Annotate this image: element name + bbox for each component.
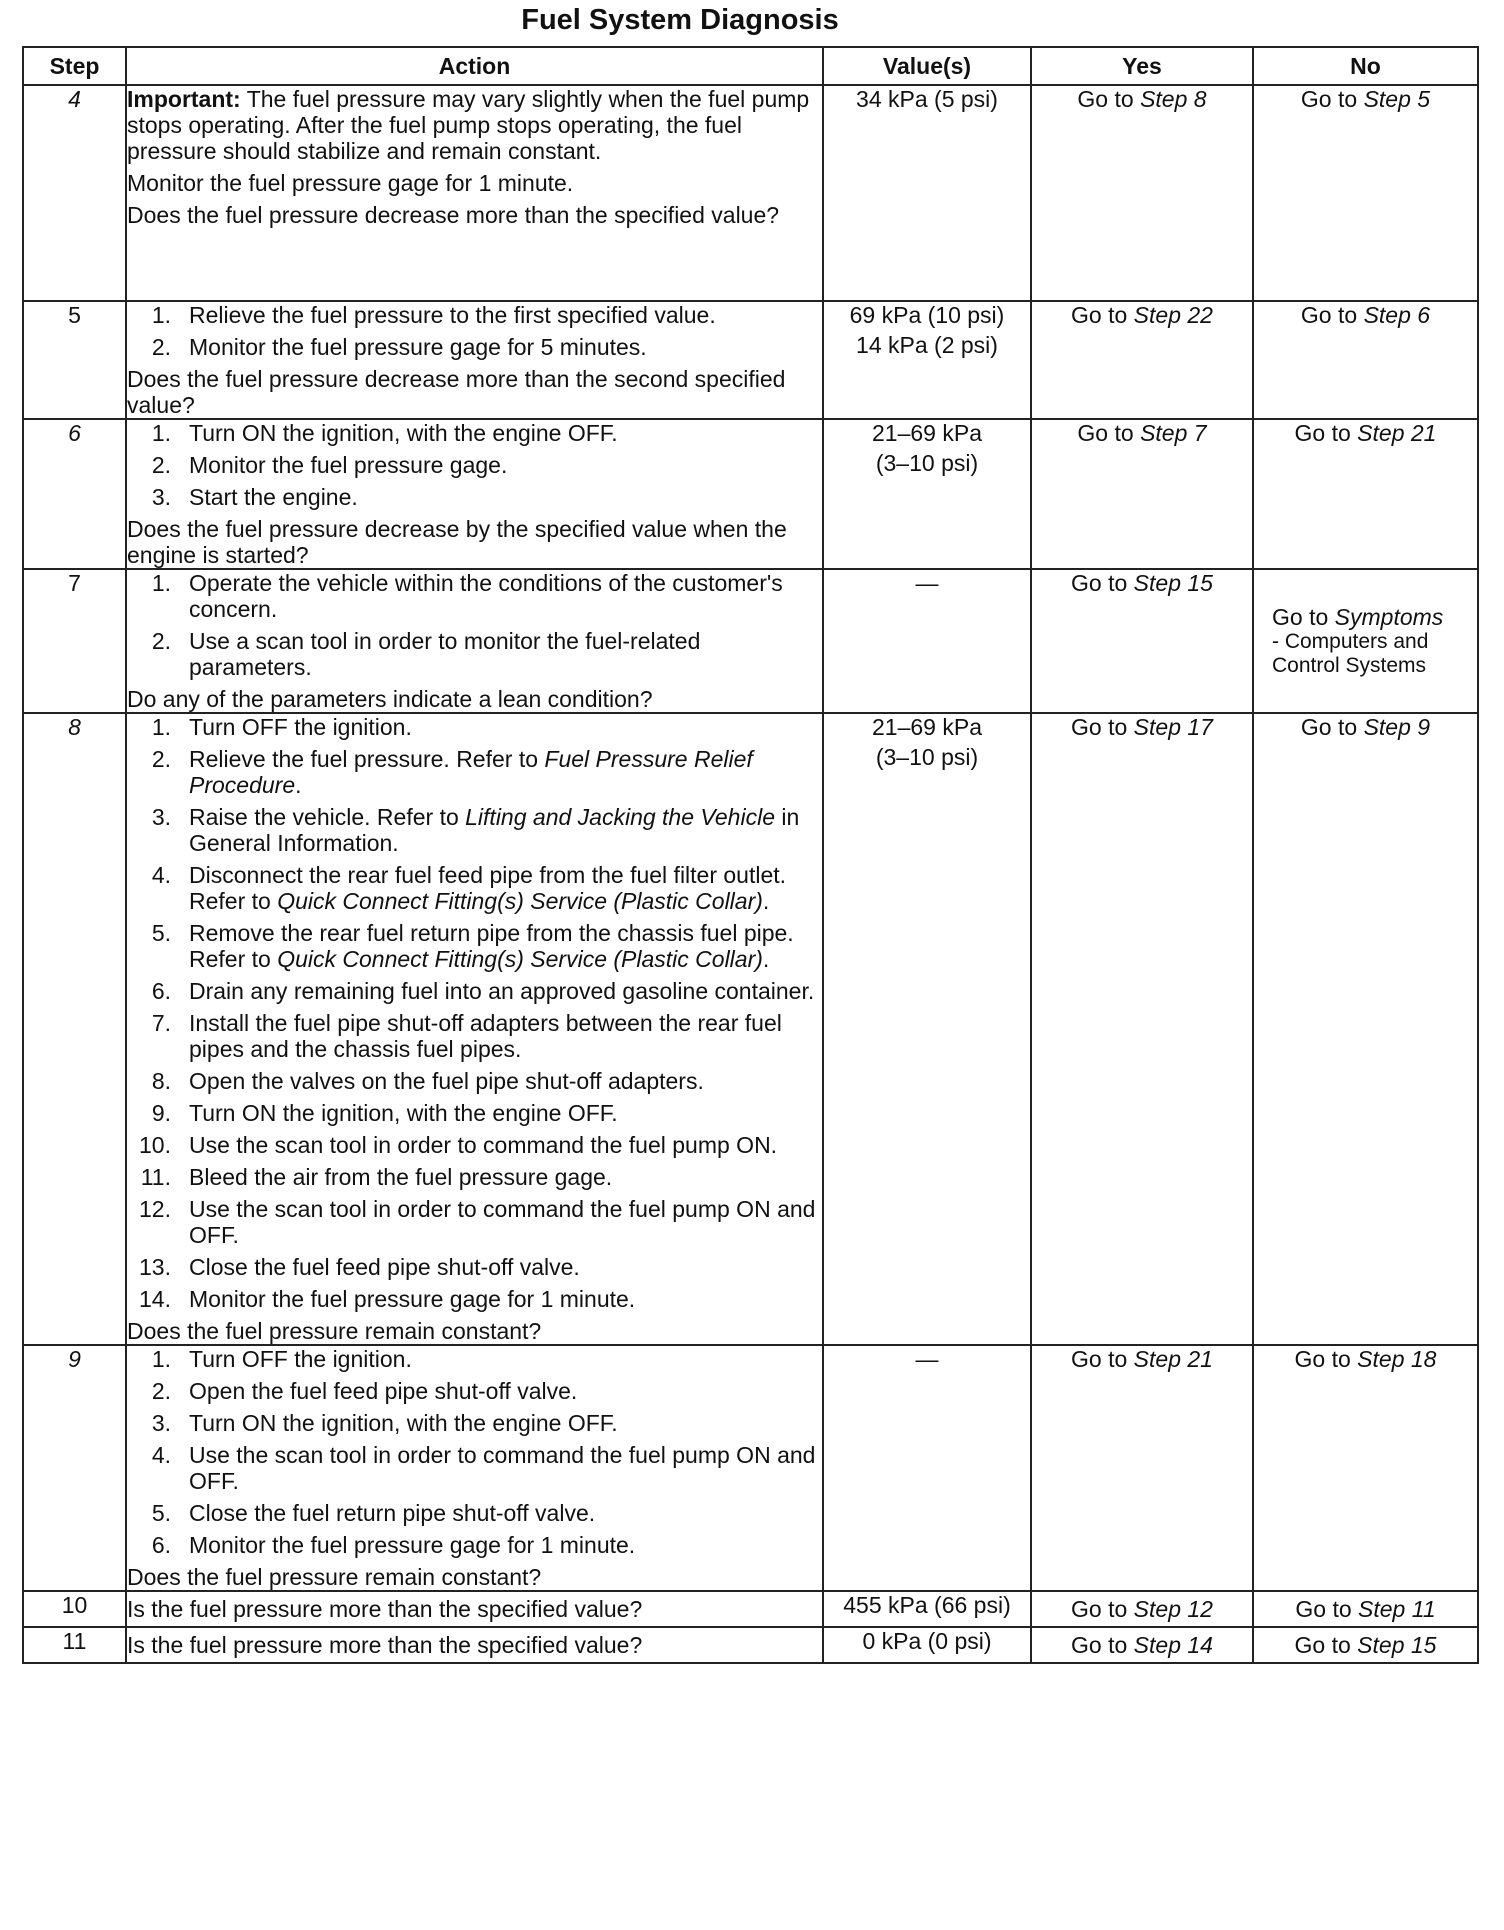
table-row [23, 1627, 1478, 1663]
page-title: Fuel System Diagnosis [521, 4, 839, 36]
question: Does the fuel pressure decrease more than the specified value? [127, 202, 780, 228]
action-cell [126, 713, 823, 1345]
no-target-link[interactable]: Step 11 [1358, 1596, 1436, 1622]
header-step: Step [23, 47, 126, 85]
header-yes: Yes [1031, 47, 1253, 85]
value: 14 kPa (2 psi) [856, 332, 998, 358]
yes-cell [1031, 1345, 1253, 1591]
go-to-label: Go to [1071, 1346, 1128, 1372]
list-item: 9. Turn ON the ignition, with the engine OFF. [151, 1100, 618, 1126]
list-item: 6. Drain any remaining fuel into an approved gasoline container. [151, 978, 815, 1004]
go-to-label: Go to [1071, 714, 1128, 740]
no-cell [1253, 713, 1478, 1345]
list-item: 6. Monitor the fuel pressure gage for 1 minute. [151, 1532, 636, 1558]
go-to-label: Go to [1295, 1596, 1352, 1622]
list-item: 3. Start the engine. [151, 484, 358, 510]
yes-target-link[interactable]: Step 17 [1133, 714, 1213, 740]
question: Is the fuel pressure more than the specified value? [127, 1596, 643, 1622]
yes-target-link[interactable]: Step 7 [1140, 420, 1207, 446]
important-note [127, 86, 822, 164]
list-item: 4. Use the scan tool in order to command the fuel pump ON and OFF. [151, 1442, 816, 1494]
question: Does the fuel pressure remain constant? [127, 1318, 542, 1344]
list-item: 5. Close the fuel return pipe shut-off valve. [151, 1500, 596, 1526]
table-row [23, 419, 1478, 569]
yes-cell [1031, 713, 1253, 1345]
value: 21–69 kPa [872, 714, 982, 740]
step-number: 10 [23, 1591, 126, 1627]
list-item: 2. Relieve the fuel pressure. Refer to Fuel Pressure Relief Procedure. [151, 746, 753, 798]
list-item: 2. Use a scan tool in order to monitor the fuel-related parameters. [151, 628, 701, 680]
reference-link[interactable]: Fuel Pressure Relief Procedure [189, 746, 753, 798]
question: Does the fuel pressure decrease more than the second specified value? [127, 366, 786, 418]
list-item: 13. Close the fuel feed pipe shut-off valve. [139, 1254, 580, 1280]
go-to-label: Go to [1294, 1632, 1351, 1658]
step-number: 6 [23, 419, 126, 569]
yes-target-link[interactable]: Step 15 [1133, 570, 1213, 596]
important-text: The fuel pressure may vary slightly when the fuel pump stops operating. After the fuel pump stops operating, the fuel pressure should stabilize and remain constant. [127, 86, 810, 164]
value: 21–69 kPa [872, 420, 982, 446]
go-to-label: Go to [1300, 714, 1358, 740]
list-item: 2. Open the fuel feed pipe shut-off valve. [151, 1378, 578, 1404]
value-cell [823, 569, 1031, 713]
go-to-label: Go to [1071, 302, 1128, 328]
go-to-label: Go to [1294, 420, 1351, 446]
go-to-label: Go to [1071, 1596, 1128, 1622]
value-cell [823, 419, 1031, 569]
table-row [23, 301, 1478, 419]
yes-cell [1031, 85, 1253, 301]
no-target-link[interactable]: Step 18 [1357, 1346, 1437, 1372]
no-target-subtitle: - Computers and Control Systems [1272, 630, 1429, 677]
value-cell [823, 1591, 1031, 1627]
yes-target-link[interactable]: Step 12 [1133, 1596, 1213, 1622]
no-cell [1253, 419, 1478, 569]
value: 455 kPa (66 psi) [843, 1592, 1011, 1618]
go-to-label: Go to [1077, 86, 1134, 112]
list-item: 1. Operate the vehicle within the conditions of the customer's concern. [151, 570, 783, 622]
list-item: 2. Monitor the fuel pressure gage. [151, 452, 508, 478]
list-item: 12. Use the scan tool in order to command the fuel pump ON and OFF. [139, 1196, 816, 1248]
yes-cell [1031, 419, 1253, 569]
value-cell [823, 301, 1031, 419]
step-number: 5 [23, 301, 126, 419]
instruction: Monitor the fuel pressure gage for 1 minute. [127, 170, 574, 196]
go-to-label: Go to [1071, 570, 1128, 596]
list-item: 5. Remove the rear fuel return pipe from the chassis fuel pipe. Refer to Quick Connect Fitting(s) Service (Plastic Collar). [151, 920, 794, 972]
step-number: 8 [23, 713, 126, 1345]
go-to-label: Go to [1077, 420, 1134, 446]
list-item: 1. Relieve the fuel pressure to the first specified value. [151, 302, 716, 328]
no-cell [1253, 85, 1478, 301]
yes-cell [1031, 1627, 1253, 1663]
step-number: 9 [23, 1345, 126, 1591]
question: Does the fuel pressure decrease by the specified value when the engine is started? [127, 516, 787, 568]
no-target-link[interactable]: Step 9 [1363, 714, 1431, 740]
list-item: 1. Turn OFF the ignition. [151, 1346, 412, 1372]
go-to-label: Go to [1300, 302, 1358, 328]
yes-target-link[interactable]: Step 14 [1133, 1632, 1213, 1658]
step-number: 4 [23, 85, 126, 301]
value-cell [823, 1345, 1031, 1591]
no-target-link[interactable]: Step 5 [1363, 86, 1431, 112]
yes-target-link[interactable]: Step 8 [1140, 86, 1207, 112]
header-no: No [1253, 47, 1478, 85]
table-row [23, 1591, 1478, 1627]
header-action: Action [126, 47, 823, 85]
action-cell [126, 1591, 823, 1627]
action-cell [126, 1627, 823, 1663]
reference-link[interactable]: Quick Connect Fitting(s) Service (Plastic Collar) [277, 888, 763, 914]
list-item: 10. Use the scan tool in order to command the fuel pump ON. [139, 1132, 778, 1158]
yes-target-link[interactable]: Step 22 [1133, 302, 1213, 328]
action-cell [126, 569, 823, 713]
list-item: 1. Turn ON the ignition, with the engine OFF. [151, 420, 618, 446]
action-cell [126, 419, 823, 569]
table-header-row [23, 47, 1478, 85]
reference-link[interactable]: Quick Connect Fitting(s) Service (Plastic Collar) [277, 946, 763, 972]
yes-cell [1031, 1591, 1253, 1627]
list-item: 7. Install the fuel pipe shut-off adapters between the rear fuel pipes and the chassis fuel pipes. [151, 1010, 782, 1062]
value: 0 kPa (0 psi) [862, 1628, 992, 1654]
step-number: 11 [23, 1627, 126, 1663]
go-to-label: Go to [1071, 1632, 1128, 1658]
question: Do any of the parameters indicate a lean condition? [127, 686, 653, 712]
question: Does the fuel pressure remain constant? [127, 1564, 542, 1590]
table-row [23, 85, 1478, 301]
header-values: Value(s) [823, 47, 1031, 85]
question: Is the fuel pressure more than the specified value? [127, 1632, 643, 1658]
no-cell [1253, 569, 1478, 713]
value: 34 kPa (5 psi) [856, 86, 998, 112]
no-target-link[interactable]: Step 21 [1357, 420, 1437, 446]
list-item: 2. Monitor the fuel pressure gage for 5 minutes. [151, 334, 647, 360]
yes-target-link[interactable]: Step 21 [1133, 1346, 1213, 1372]
no-target-link[interactable]: Symptoms [1334, 604, 1444, 630]
value-cell [823, 85, 1031, 301]
no-cell [1253, 1345, 1478, 1591]
value: (3–10 psi) [875, 744, 979, 770]
no-cell [1253, 301, 1478, 419]
list-item: 3. Raise the vehicle. Refer to Lifting and Jacking the Vehicle in General Information. [151, 804, 800, 856]
yes-cell [1031, 569, 1253, 713]
value: — [915, 570, 939, 596]
value: (3–10 psi) [875, 450, 979, 476]
table-row [23, 569, 1478, 713]
go-to-label: Go to [1300, 86, 1358, 112]
no-cell [1253, 1627, 1478, 1663]
list-item: 8. Open the valves on the fuel pipe shut-off adapters. [151, 1068, 704, 1094]
value: 69 kPa (10 psi) [849, 302, 1005, 328]
table-row [23, 1345, 1478, 1591]
table-row [23, 713, 1478, 1345]
go-to-label: Go to [1294, 1346, 1351, 1372]
list-item: 11. Bleed the air from the fuel pressure gage. [140, 1164, 613, 1190]
list-item: 14. Monitor the fuel pressure gage for 1 minute. [139, 1286, 636, 1312]
value: — [915, 1346, 939, 1372]
action-cell [126, 1345, 823, 1591]
action-cell [126, 301, 823, 419]
no-target-link[interactable]: Step 15 [1357, 1632, 1437, 1658]
value-cell [823, 713, 1031, 1345]
no-cell [1253, 1591, 1478, 1627]
list-item: 1. Turn OFF the ignition. [151, 714, 412, 740]
reference-link[interactable]: Lifting and Jacking the Vehicle [465, 804, 775, 830]
yes-cell [1031, 301, 1253, 419]
step-number: 7 [23, 569, 126, 713]
value-cell [823, 1627, 1031, 1663]
list-item: 3. Turn ON the ignition, with the engine OFF. [151, 1410, 618, 1436]
diagnosis-table [22, 46, 1479, 1664]
go-to-label: Go to [1272, 604, 1329, 630]
important-label: Important: [127, 86, 241, 112]
action-cell [126, 85, 823, 301]
no-target-link[interactable]: Step 6 [1363, 302, 1431, 328]
list-item: 4. Disconnect the rear fuel feed pipe from the fuel filter outlet. Refer to Quick Connect Fitting(s) Service (Plastic Collar). [151, 862, 787, 914]
